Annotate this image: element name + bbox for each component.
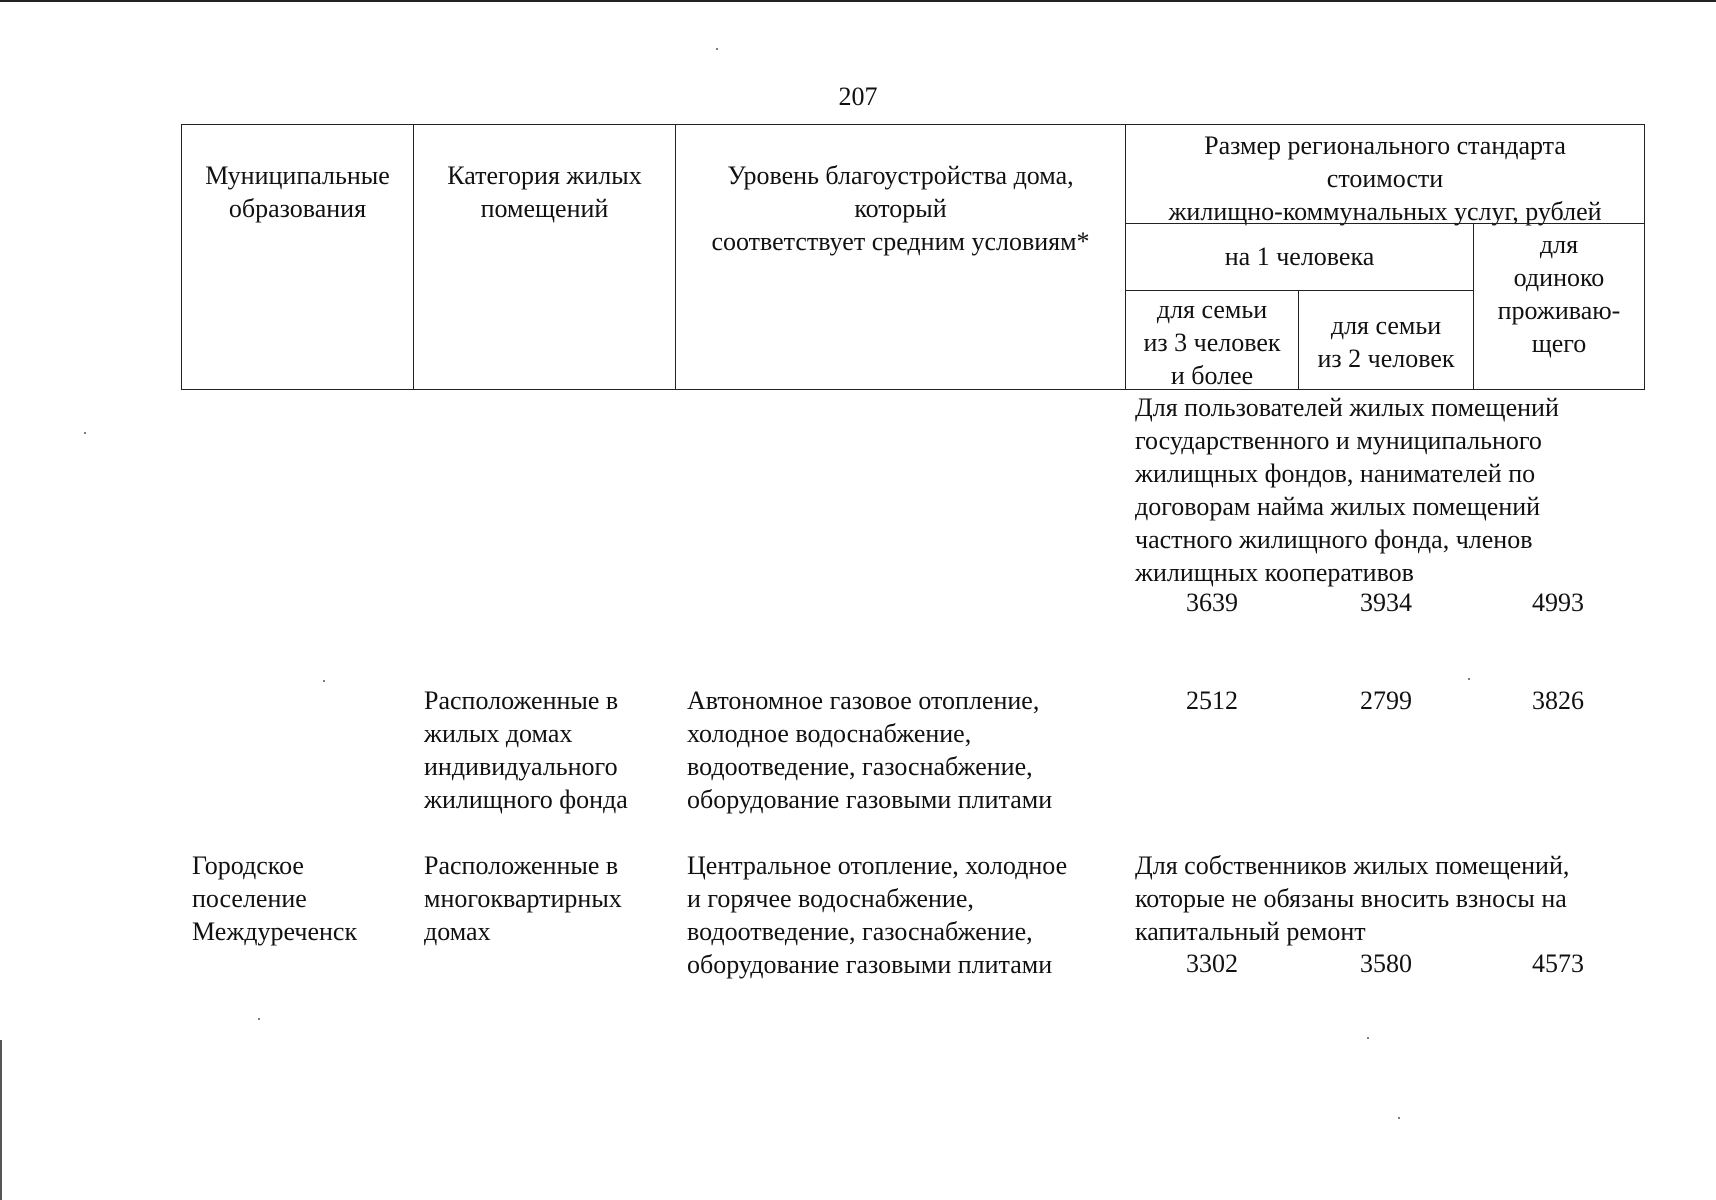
row-1-family-3-value: 3639 [1186,588,1238,617]
scan-edge-top [0,0,1716,2]
row-2-family-3-value: 2512 [1186,686,1238,715]
scan-edge-left [0,1040,2,1200]
row-1-single-value: 4993 [1532,588,1584,617]
row-3-family-2-value: 3580 [1360,949,1412,978]
scan-speck [1367,1037,1369,1039]
header-standard-size: Размер регионального стандарта стоимости жилищно-коммунальных услуг, рублей [1125,124,1645,224]
row-3-category: Расположенные в многоквартирных домах [424,851,622,946]
row-2-family-2-value: 2799 [1360,686,1412,715]
scan-speck [1468,678,1470,680]
header-category: Категория жилых помещений [413,124,676,390]
row-3-municipality: Городское поселение Междуреченск [192,851,358,946]
row-3-note: Для собственников жилых помещений, которые не обязаны вносить взносы на капитальный ремонт [1135,851,1570,946]
header-single: для одиноко проживаю- щего [1473,223,1645,390]
row-3-amenity-level: Центральное отопление, холодное и горячее водоснабжение, водоотведение, газоснабжение, оборудование газовыми плитами [687,851,1068,979]
row-3-single-value: 4573 [1532,949,1584,978]
scan-speck [1398,1117,1400,1119]
header-family-2: для семьи из 2 человек [1298,290,1474,390]
scan-speck [258,1018,260,1020]
header-family-3: для семьи из 3 человек и более [1125,290,1299,390]
header-amenity-level: Уровень благоустройства дома, который соответствует средним условиям* [675,124,1126,390]
scan-speck [84,432,86,434]
scan-speck [716,48,718,50]
row-1-family-2-value: 3934 [1360,588,1412,617]
row-3-family-3-value: 3302 [1186,949,1238,978]
row-2-single-value: 3826 [1532,686,1584,715]
page-number: 207 [838,82,878,111]
header-per-person: на 1 человека [1125,223,1474,291]
row-1-note: Для пользователей жилых помещений государственного и муниципального жилищных фондов, нанимателей по договорам найма жилых помещений частного жилищного фонда, членов жилищных кооперативов [1135,393,1559,587]
scan-speck [323,680,325,682]
row-2-amenity-level: Автономное газовое отопление, холодное водоснабжение, водоотведение, газоснабжение, оборудование газовыми плитами [687,686,1053,814]
header-municipality: Муниципальные образования [181,124,414,390]
row-2-category: Расположенные в жилых домах индивидуального жилищного фонда [424,686,628,814]
